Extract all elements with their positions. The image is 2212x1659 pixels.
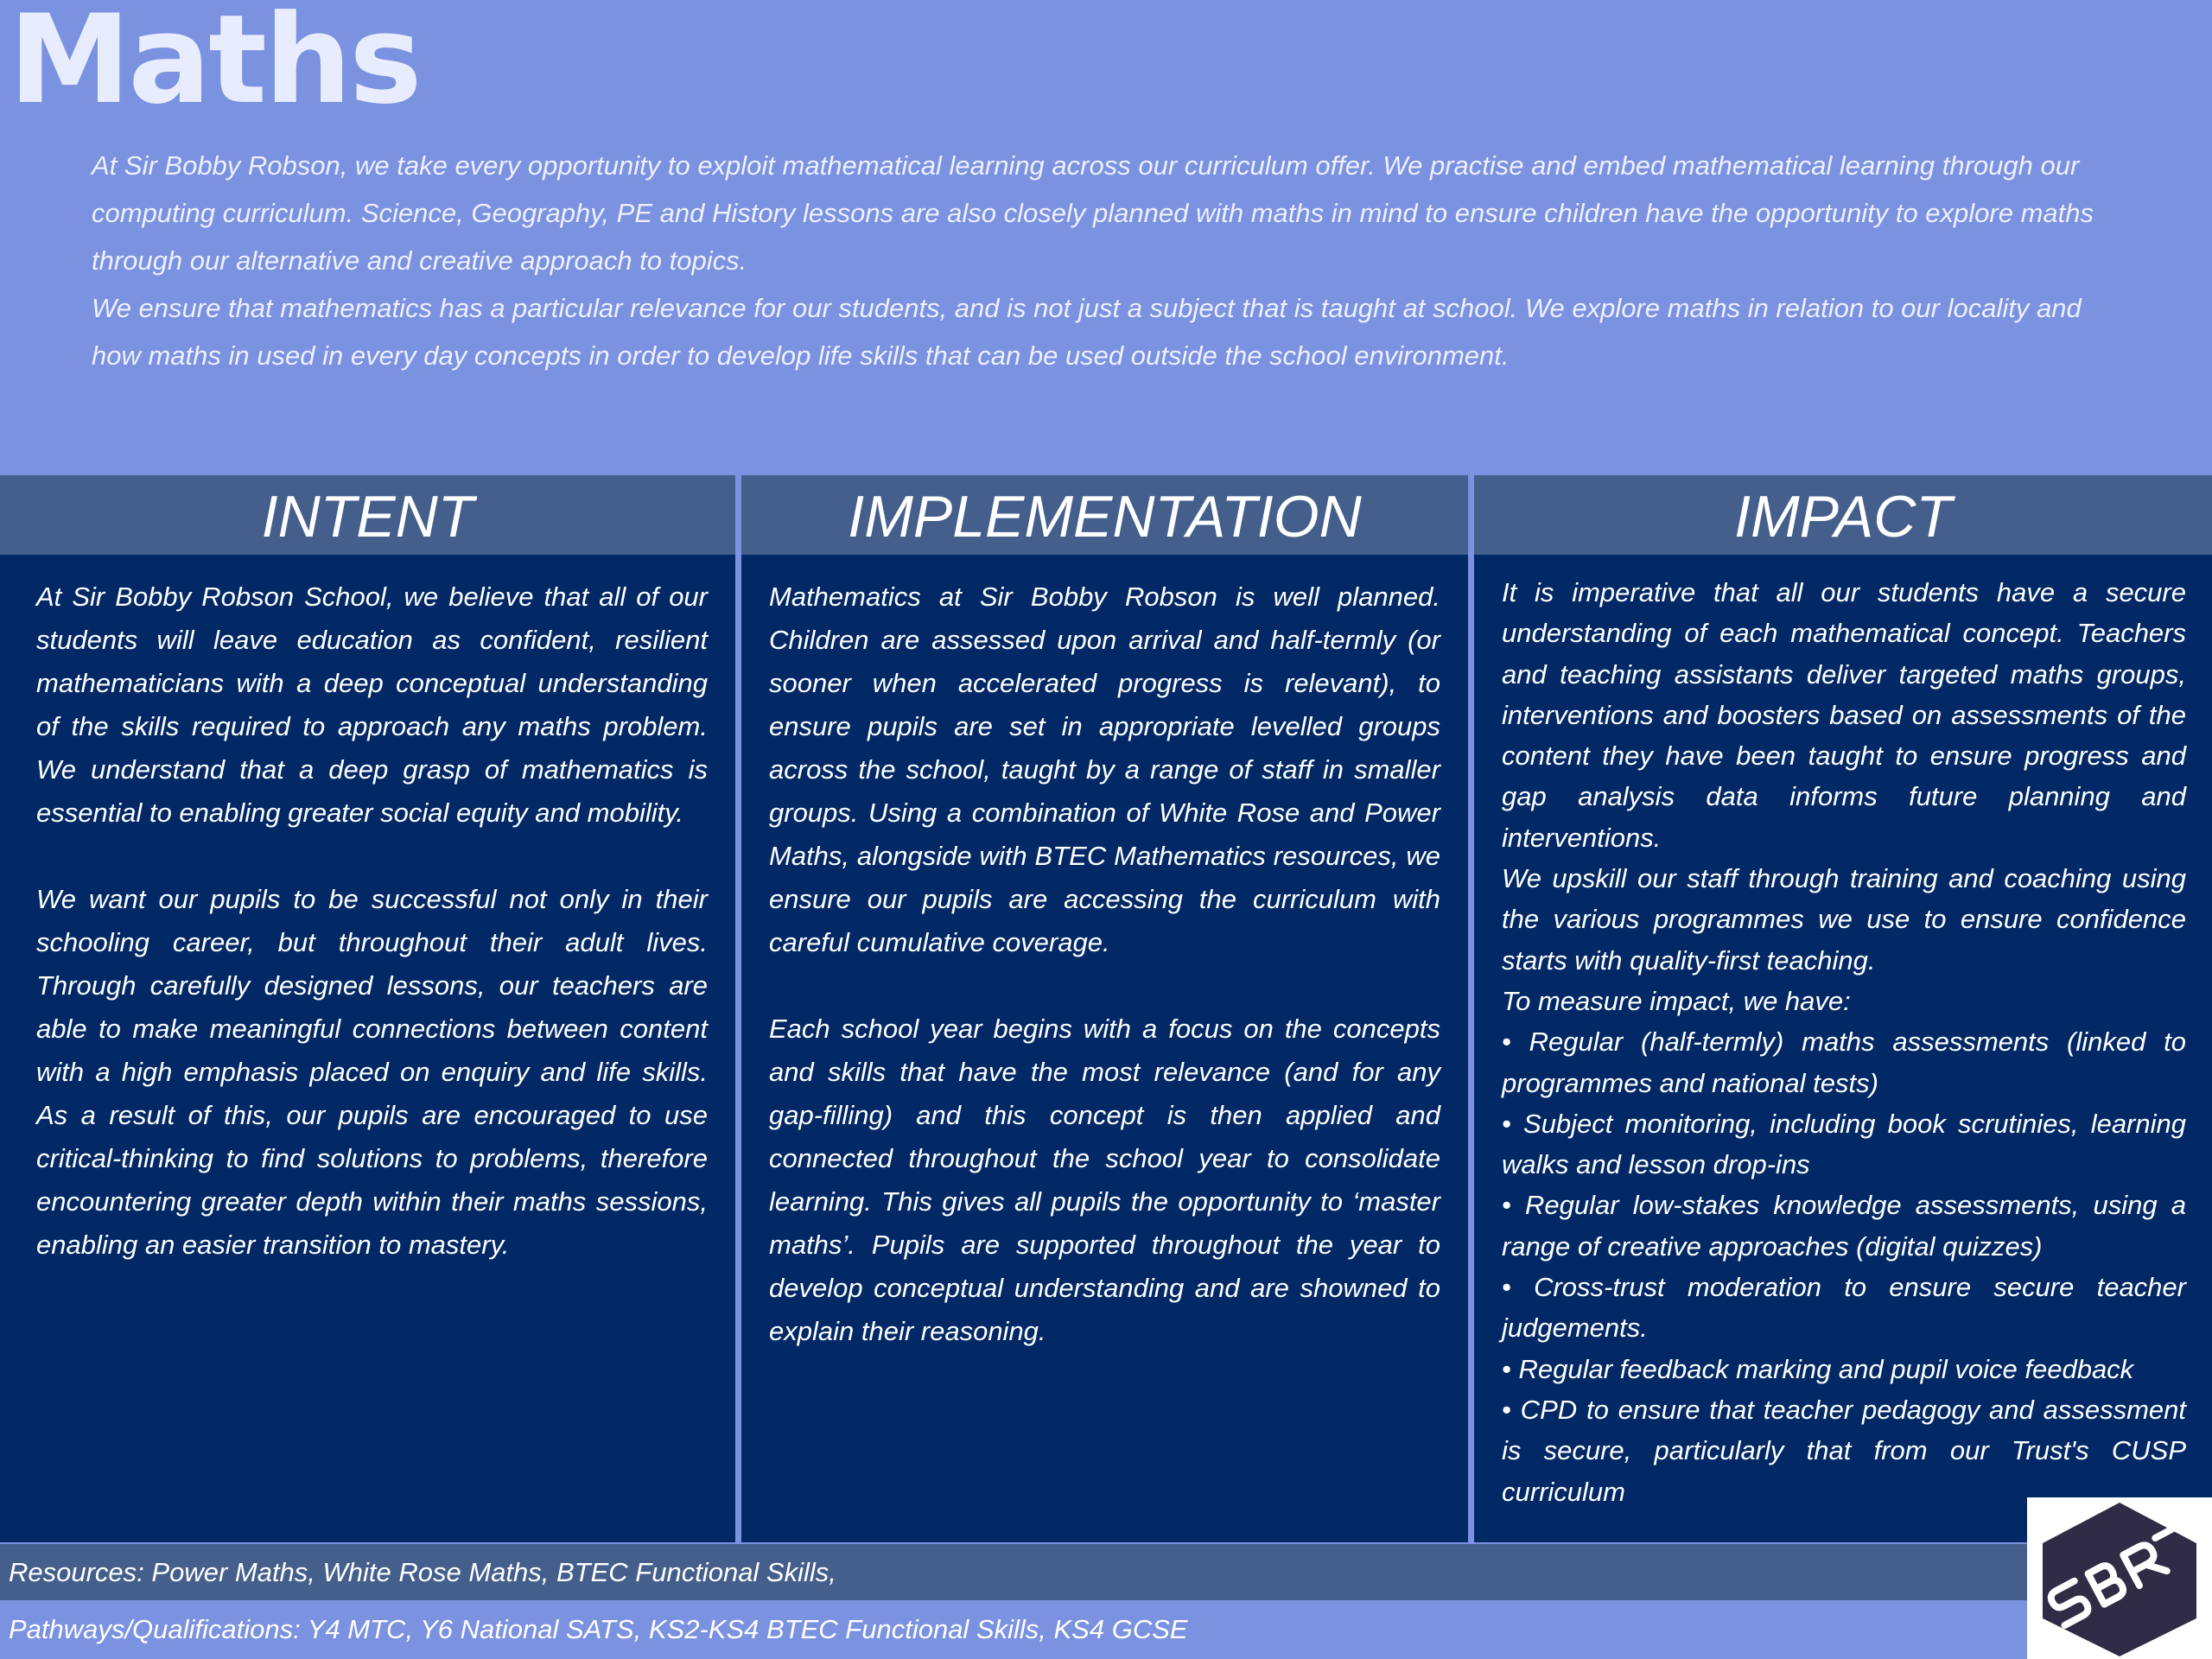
impact-body [1474, 555, 2212, 1512]
impact-bullet: • Cross-trust moderation to ensure secure teacher judgements. [1502, 1272, 2186, 1344]
intro-paragraph: At Sir Bobby Robson, we take every opportunity to exploit mathematical learning across our curriculum offer. We practise and embed mathematical learning through our computing curriculum. Science, Geography, PE and History lessons are also closely planned with maths in mind to ensure children have the opportunity to explore maths through our alternative and creative approach to topics. [92, 150, 2094, 276]
intent-implementation-impact [0, 475, 2212, 1542]
school-logo [2027, 1497, 2212, 1659]
impact-measure-intro: To measure impact, we have: [1502, 985, 1851, 1016]
impact-bullet: • Subject monitoring, including book scrutinies, learning walks and lesson drop-ins [1502, 1108, 2186, 1180]
implementation-column [741, 475, 1468, 1542]
implementation-paragraph: Mathematics at Sir Bobby Robson is well planned. Children are assessed upon arrival and half-termly (or sooner when accelerated progress is relevant), to ensure pupils are set in appropriate levelled groups across the school, taught by a range of staff in smaller groups. Using a combination of White Rose and Power Maths, alongside with BTEC Mathematics resources, we ensure our pupils are accessing the curriculum with careful cumulative coverage. [769, 582, 1440, 957]
impact-bullet: • Regular feedback marking and pupil voice feedback [1502, 1353, 2134, 1384]
implementation-body [741, 555, 1468, 1353]
pathways-bar: Pathways/Qualifications: Y4 MTC, Y6 National SATS, KS2-KS4 BTEC Functional Skills, KS4 GCSE [9, 1614, 1188, 1644]
intent-paragraph: At Sir Bobby Robson School, we believe that all of our students will leave education as confident, resilient mathematicians with a deep conceptual understanding of the skills required to approach any maths problem. We understand that a deep grasp of mathematics is essential to enabling greater social equity and mobility. [36, 582, 708, 828]
impact-heading: IMPACT [1474, 475, 2212, 555]
impact-paragraph: It is imperative that all our students have a secure understanding of each mathematical concept. Teachers and teaching assistants deliver targeted maths groups, interventions and boosters based on assessments of the content they have been taught to ensure progress and gap analysis data informs future planning and interventions. [1502, 577, 2186, 853]
impact-bullet: • CPD to ensure that teacher pedagogy and assessment is secure, particularly that from our Trust's CUSP curriculum [1502, 1394, 2186, 1507]
intro-paragraph: We ensure that mathematics has a particular relevance for our students, and is not just a subject that is taught at school. We explore maths in relation to our locality and how maths in used in every day concepts in order to develop life skills that can be used outside the school environment. [92, 293, 2082, 371]
intent-body [0, 555, 735, 1267]
intent-column [0, 475, 735, 1542]
intro-text [92, 142, 2113, 379]
impact-column [1474, 475, 2212, 1542]
resources-bar: Resources: Power Maths, White Rose Maths, BTEC Functional Skills, [0, 1544, 2027, 1600]
implementation-paragraph: Each school year begins with a focus on the concepts and skills that have the most relevance (and for any gap-filling) and this concept is then applied and connected throughout the school year to consolidate learning. This gives all pupils the opportunity to ‘master maths’. Pupils are supported throughout the year to develop conceptual understanding and are showned to explain their reasoning. [769, 1014, 1440, 1346]
impact-paragraph: We upskill our staff through training and coaching using the various programmes we use to ensure confidence starts with quality-first teaching. [1502, 863, 2186, 976]
intent-paragraph: We want our pupils to be successful not only in their schooling career, but throughout their adult lives. Through carefully designed lessons, our teachers are able to make meaningful connections between content with a high emphasis placed on enquiry and life skills. As a result of this, our pupils are encouraged to use critical-thinking to find solutions to problems, therefore encountering greater depth within their maths sessions, enabling an easier transition to mastery. [36, 884, 708, 1260]
impact-bullet: • Regular (half-termly) maths assessments (linked to programmes and national tests) [1502, 1027, 2186, 1098]
hexagon-logo-icon [2027, 1497, 2212, 1659]
page-title: Maths [9, 0, 420, 131]
intent-heading: INTENT [0, 475, 735, 555]
impact-bullet: • Regular low-stakes knowledge assessments, using a range of creative approaches (digital quizzes) [1502, 1190, 2186, 1262]
implementation-heading: IMPLEMENTATION [741, 475, 1468, 555]
